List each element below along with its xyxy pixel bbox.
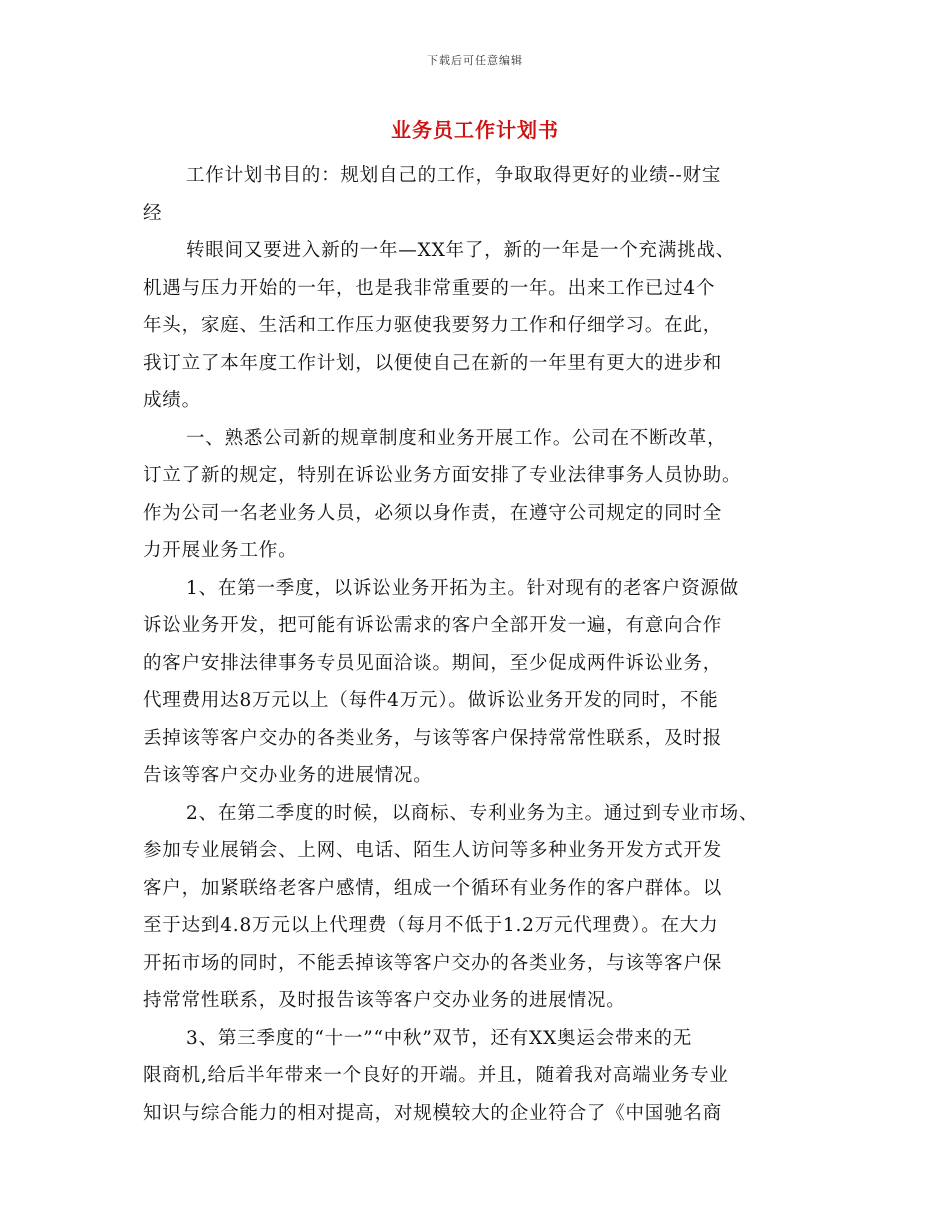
text-line: 力开展业务工作。 bbox=[143, 540, 298, 561]
text-line: 持常常性联系，及时报告该等客户交办业务的进展情况。 bbox=[143, 990, 626, 1011]
document-body bbox=[143, 157, 823, 1132]
page-header-note: 下载后可任意编辑 bbox=[427, 54, 523, 67]
text-line: 客户，加紧联络老客户感情，组成一个循环有业务作的客户群体。以 bbox=[143, 877, 723, 899]
text-line: 订立了新的规定，特别在诉讼业务方面安排了专业法律事务人员协助。 bbox=[143, 465, 742, 486]
text-line: 知识与综合能力的相对提高，对规模较大的企业符合了《中国驰名商 bbox=[143, 1102, 723, 1124]
text-line: 工作计划书目的：规划自己的工作，争取取得更好的业绩--财宝 bbox=[186, 165, 722, 186]
text-line: 丢掉该等客户交办的各类业务，与该等客户保持常常性联系，及时报 bbox=[143, 727, 723, 749]
text-line: 成绩。 bbox=[143, 390, 201, 411]
text-line: 参加专业展销会、上网、电话、陌生人访问等多种业务开发方式开发 bbox=[143, 840, 723, 861]
text-line: 告该等客户交办业务的进展情况。 bbox=[143, 765, 433, 786]
text-line: 的客户安排法律事务专员见面洽谈。期间，至少促成两件诉讼业务， bbox=[143, 652, 723, 674]
text-line: 机遇与压力开始的一年，也是我非常重要的一年。出来工作已过4个 bbox=[143, 277, 716, 299]
text-line: 作为公司一名老业务人员，必须以身作责，在遵守公司规定的同时全 bbox=[143, 502, 723, 524]
text-line: 1、在第一季度，以诉讼业务开拓为主。针对现有的老客户资源做 bbox=[186, 577, 739, 599]
text-line: 至于达到4.8万元以上代理费（每月不低于1.2万元代理费）。在大力 bbox=[143, 915, 719, 936]
text-line: 3、第三季度的“十一”“中秋”双节，还有XX奥运会带来的无 bbox=[186, 1027, 693, 1049]
text-line: 诉讼业务开发，把可能有诉讼需求的客户全部开发一遍，有意向合作 bbox=[143, 615, 723, 636]
text-line: 转眼间又要进入新的一年—XX年了，新的一年是一个充满挑战、 bbox=[186, 240, 736, 261]
text-line: 代理费用达8万元以上（每件4万元）。做诉讼业务开发的同时，不能 bbox=[143, 690, 719, 711]
text-line: 限商机,给后半年带来一个良好的开端。并且，随着我对高端业务专业 bbox=[143, 1065, 729, 1086]
text-line: 开拓市场的同时，不能丢掉该等客户交办的各类业务，与该等客户保 bbox=[143, 952, 723, 974]
text-line: 年头，家庭、生活和工作压力驱使我要努力工作和仔细学习。在此， bbox=[143, 315, 723, 336]
text-line: 2、在第二季度的时候，以商标、专利业务为主。通过到专业市场、 bbox=[186, 802, 759, 824]
text-line: 经 bbox=[143, 202, 163, 224]
text-line: 我订立了本年度工作计划，以便使自己在新的一年里有更大的进步和 bbox=[143, 352, 723, 374]
text-line: 一、熟悉公司新的规章制度和业务开展工作。公司在不断改革， bbox=[186, 427, 727, 449]
document-title: 业务员工作计划书 bbox=[391, 118, 559, 142]
